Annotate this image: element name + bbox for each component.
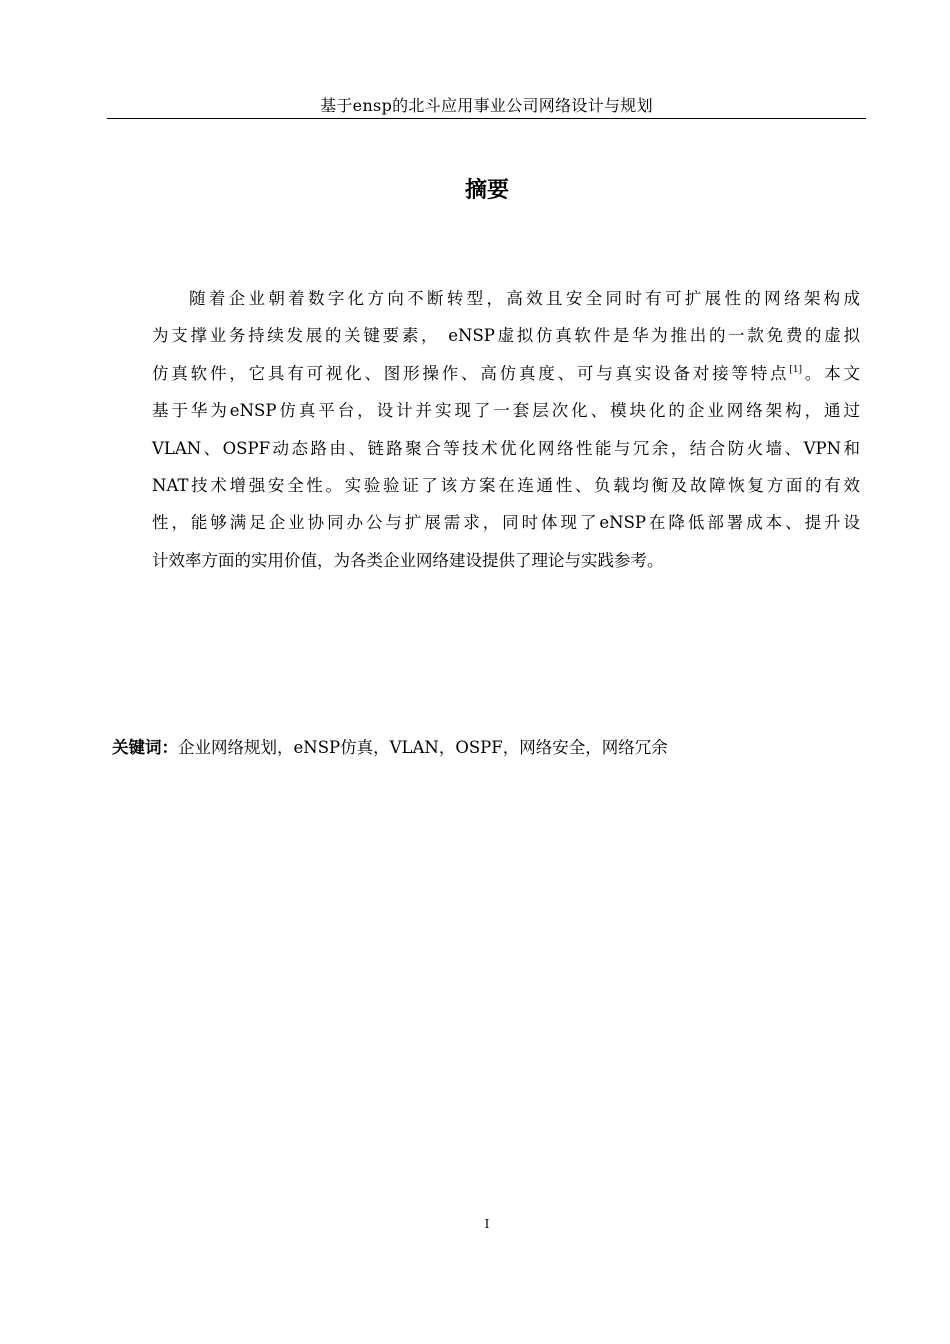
abstract-heading: 摘要 <box>464 178 509 203</box>
abstract-line-3-tail: 。本文 <box>802 363 860 383</box>
abstract-line-6: NAT技术增强安全性。实验验证了该方案在连通性、负载均衡及故障恢复方面的有效 <box>152 475 860 495</box>
abstract-line-7: 性，能够满足企业协同办公与扩展需求，同时体现了eNSP在降低部署成本、提升设 <box>152 513 860 533</box>
abstract-body <box>152 280 860 579</box>
abstract-line-3 <box>152 355 860 392</box>
running-header-title: 基于ensp的北斗应用事业公司网络设计与规划 <box>320 96 653 115</box>
abstract-line-3-text: 仿真软件，它具有可视化、图形操作、高仿真度、可与真实设备对接等特点 <box>152 363 790 383</box>
abstract-line-1: 随着企业朝着数字化方向不断转型，高效且安全同时有可扩展性的网络架构成 <box>189 289 860 308</box>
abstract-line-4: 基于华为eNSP仿真平台，设计并实现了一套层次化、模块化的企业网络架构，通过 <box>152 401 860 421</box>
citation-marker: [1] <box>789 364 803 375</box>
keywords-label: 关键词： <box>112 738 178 757</box>
abstract-line-5: VLAN、OSPF动态路由、链路聚合等技术优化网络性能与冗余，结合防火墙、VPN和 <box>152 438 860 458</box>
page-number: I <box>484 1217 490 1231</box>
abstract-line-2: 为支撑业务持续发展的关键要素， eNSP虚拟仿真软件是华为推出的一款免费的虚拟 <box>152 326 860 346</box>
abstract-line-8: 计效率方面的实用价值，为各类企业网络建设提供了理论与实践参考。 <box>152 550 664 570</box>
keywords-text: 企业网络规划，eNSP仿真，VLAN，OSPF，网络安全，网络冗余 <box>178 738 668 757</box>
running-header <box>107 94 866 119</box>
keywords <box>112 736 668 760</box>
